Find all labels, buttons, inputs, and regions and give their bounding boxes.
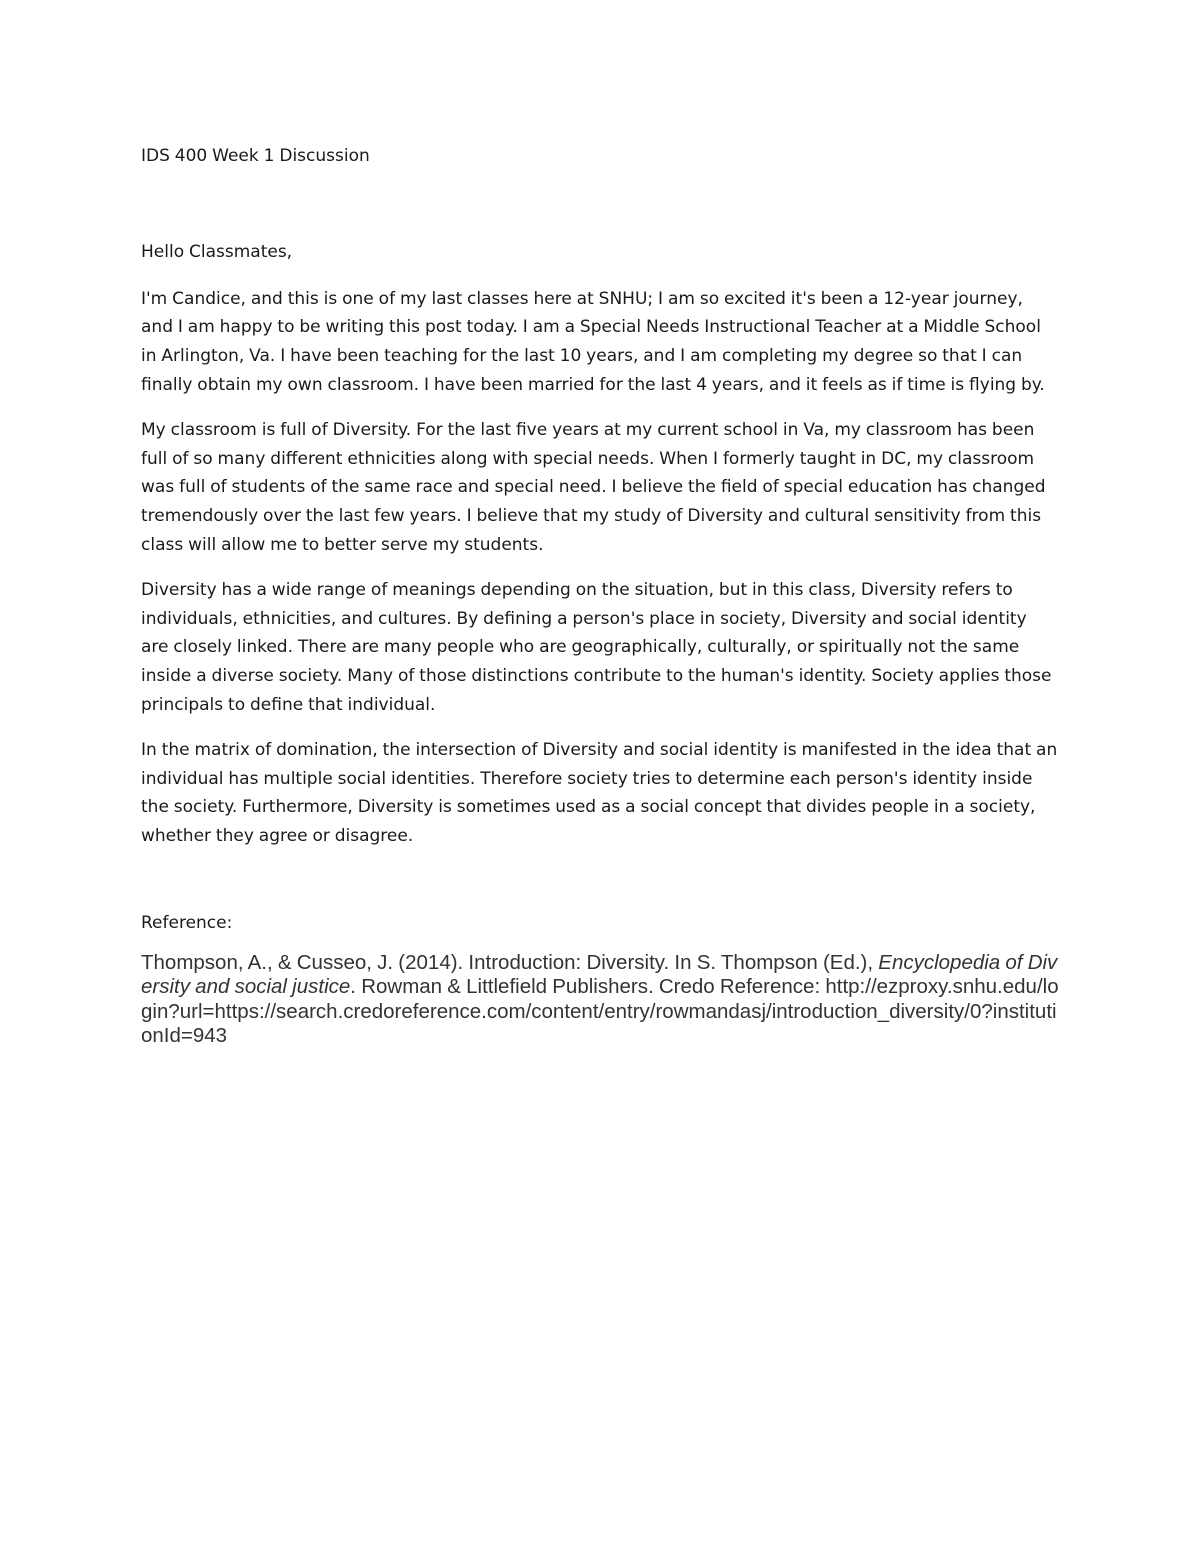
reference-label: Reference: (141, 912, 233, 933)
citation-authors: Thompson, A., & Cusseo, J. (2014). Introduction: Diversity. In S. Thompson (Ed.), (141, 950, 879, 974)
greeting: Hello Classmates, (141, 241, 293, 262)
paragraph-introduction: I'm Candice, and this is one of my last classes here at SNHU; I am so excited it's been a 12-year journey, and I am happy to be writing this post today. I am a Special Needs Instructional Teacher at a Middle School in Arlington, Va. I have been teaching for the last 10 years, and I am completing my degree so that I can finally obtain my own classroom. I have been married for the last 4 years, and it feels as if time is flying by. (141, 288, 1045, 395)
document-body (141, 142, 1059, 1049)
citation-publisher-url: . Rowman & Littlefield Publishers. Credo Reference: http://ezproxy.snhu.edu/login?url=https://search.credoreference.com/content/entry/rowmandasj/introduction_diversity/0?institutionId=943 (141, 975, 1059, 1048)
paragraph-classroom: My classroom is full of Diversity. For the last five years at my current school in Va, my classroom has been full of so many different ethnicities along with special needs. When I formerly taught in DC, my classroom was full of students of the same race and special need. I believe the field of special education has changed tremendously over the last few years. I believe that my study of Diversity and cultural sensitivity from this class will allow me to better serve my students. (141, 419, 1046, 555)
citation-book-title: Encyclopedia of Diversity and social justice (141, 950, 1058, 999)
document-title: IDS 400 Week 1 Discussion (141, 146, 370, 166)
reference-citation (141, 951, 1059, 1049)
paragraph-diversity-meaning: Diversity has a wide range of meanings depending on the situation, but in this class, Diversity refers to individuals, ethnicities, and cultures. By defining a person's place in society, Diversity and social identity are closely linked. There are many people who are geographically, culturally, or spiritually not the same inside a diverse society. Many of those distinctions contribute to the human's identity. Society applies those principals to define that individual. (141, 579, 1052, 715)
paragraph-matrix-of-domination: In the matrix of domination, the intersection of Diversity and social identity is manifested in the idea that an individual has multiple social identities. Therefore society tries to determine each person's identity inside the society. Furthermore, Diversity is sometimes used as a social concept that divides people in a society, whether they agree or disagree. (141, 739, 1058, 847)
